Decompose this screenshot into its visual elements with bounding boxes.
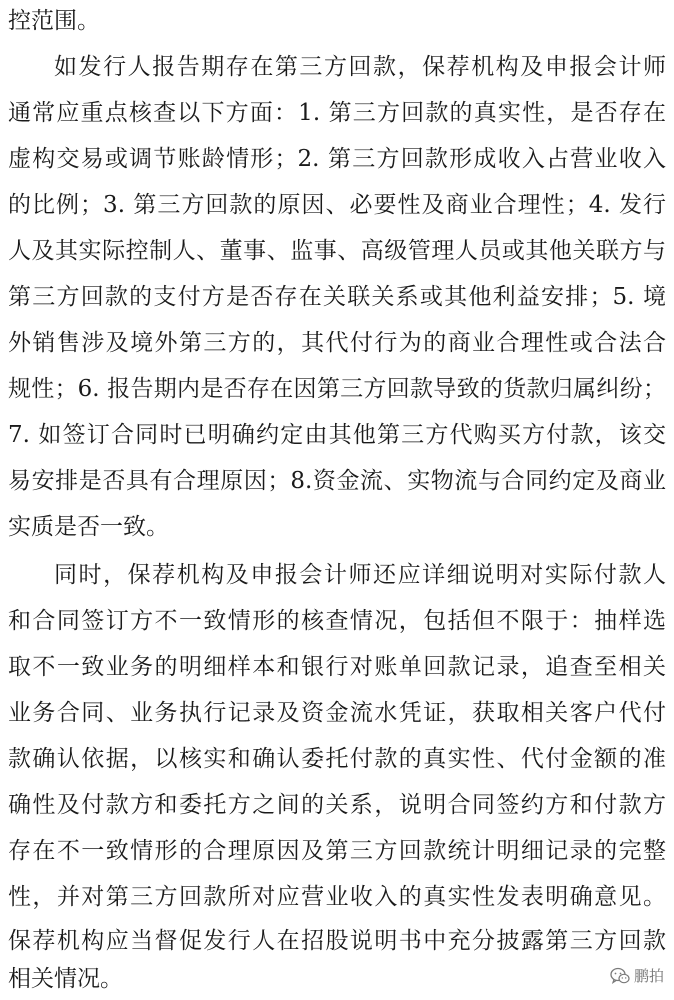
text-line-9: 规性；6. 报告期内是否存在因第三方回款导致的货款归属纠纷； [8,376,666,402]
text-line-15: 取不一致业务的明细样本和银行对账单回款记录，追查至相关 [8,654,666,680]
text-line-12: 实质是否一致。 [8,514,169,540]
text-line-1: 控范围。 [8,8,100,34]
text-line-10: 7. 如签订合同时已明确约定由其他第三方代购买方付款，该交 [8,422,666,448]
text-line-6: 人及其实际控制人、董事、监事、高级管理人员或其他关联方与 [8,238,666,264]
text-line-17: 款确认依据，以核实和确认委托付款的真实性、代付金额的准 [8,746,666,772]
text-line-21: 保荐机构应当督促发行人在招股说明书中充分披露第三方回款 [8,928,666,954]
text-line-7: 第三方回款的支付方是否存在关联关系或其他利益安排；5. 境 [8,284,666,310]
text-line-18: 确性及付款方和委托方之间的关系，说明合同签约方和付款方 [8,792,666,818]
text-line-19: 存在不一致情形的合理原因及第三方回款统计明细记录的完整 [8,838,666,864]
text-line-8: 外销售涉及境外第三方的，其代付行为的商业合理性或合法合 [8,330,666,356]
watermark [610,965,664,986]
text-line-11: 易安排是否具有合理原因；8.资金流、实物流与合同约定及商业 [8,468,666,494]
text-line-16: 业务合同、业务执行记录及资金流水凭证，获取相关客户代付 [8,700,666,726]
text-line-14: 和合同签订方不一致情形的核查情况，包括但不限于：抽样选 [8,608,666,634]
text-line-22: 相关情况。 [8,966,123,992]
text-line-5: 的比例；3. 第三方回款的原因、必要性及商业合理性；4. 发行 [8,192,666,218]
text-line-20: 性，并对第三方回款所对应营业收入的真实性发表明确意见。 [8,884,666,910]
text-line-3: 通常应重点核查以下方面：1. 第三方回款的真实性，是否存在 [8,100,666,126]
text-line-2: 如发行人报告期存在第三方回款，保荐机构及申报会计师 [54,54,666,80]
text-line-4: 虚构交易或调节账龄情形；2. 第三方回款形成收入占营业收入 [8,146,666,172]
watermark-text: 鹏拍 [633,967,664,985]
text-line-13: 同时，保荐机构及申报会计师还应详细说明对实际付款人 [54,562,666,588]
wechat-icon [610,967,630,985]
